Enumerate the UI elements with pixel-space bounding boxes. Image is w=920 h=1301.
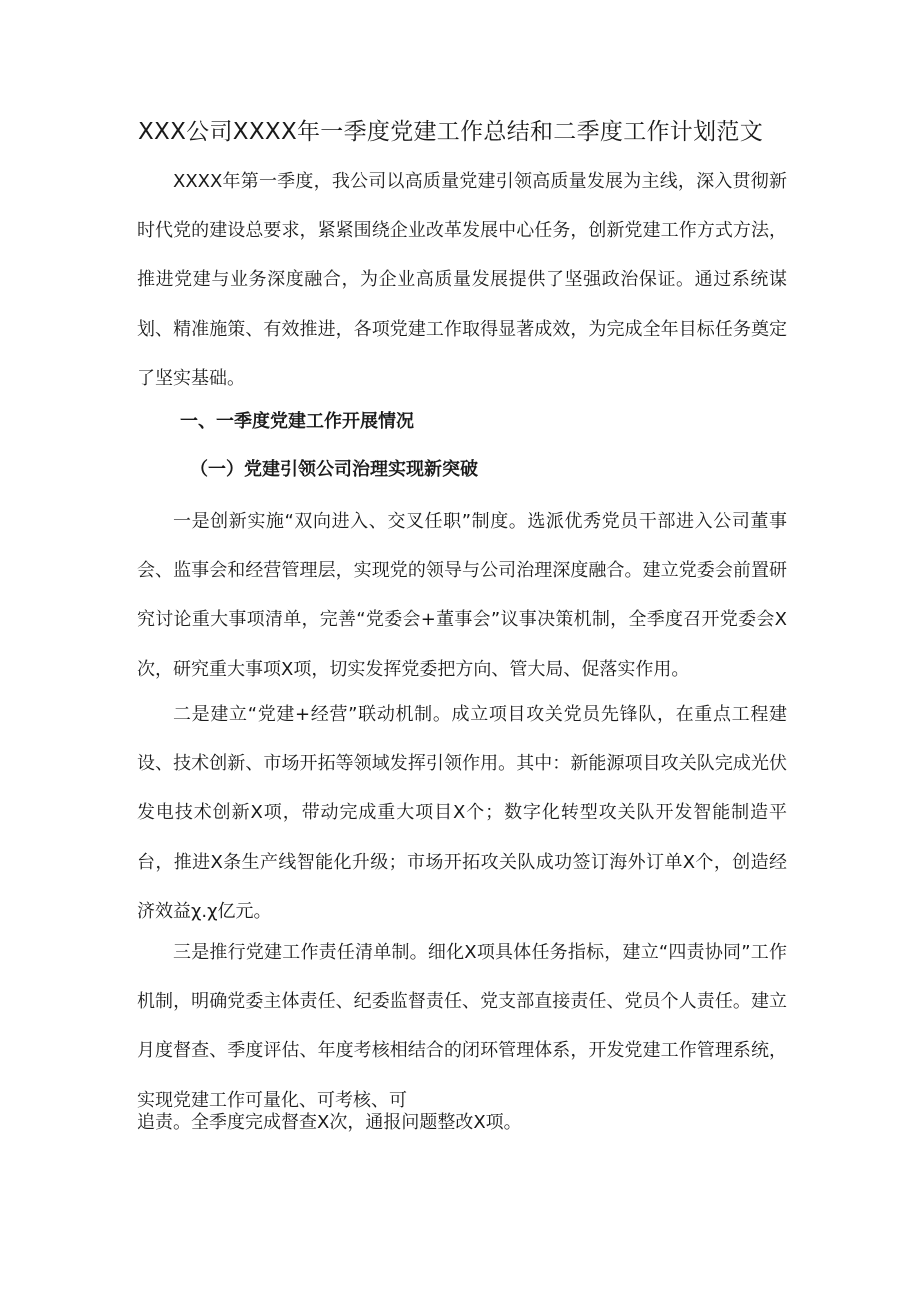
paragraph-two: 二是建立“党建+经营”联动机制。成立项目攻关党员先锋队，在重点工程建设、技术创新、市场开拓等领域发挥引领作用。其中：新能源项目攻关队完成光伏发电技术创新X项，带动完成重大项目X个；数字化转型攻关队开发智能制造平台，推进X条生产线智能化升级；市场开拓攻关队成功签订海外订单X个，创造经济效益χ.χ亿元。 [137, 704, 787, 922]
paragraph-one: 一是创新实施“双向进入、交叉任职”制度。选派优秀党员干部进入公司董事会、监事会和经营管理层，实现党的领导与公司治理深度融合。建立党委会前置研究讨论重大事项清单，完善“党委会+董事会”议事决策机制，全季度召开党委会X次，研究重大事项X项，切实发挥党委把方向、管大局、促落实作用。 [137, 511, 787, 680]
document-title: XXX公司XXXX年一季度党建工作总结和二季度工作计划范文 [138, 119, 763, 145]
paragraph-three-tail: 追责。全季度完成督查X次，通报问题整改X项。 [137, 1112, 522, 1133]
intro-paragraph: XXXX年第一季度，我公司以高质量党建引领高质量发展为主线，深入贯彻新时代党的建设总要求，紧紧围绕企业改革发展中心任务，创新党建工作方式方法，推进党建与业务深度融合，为企业高质量发展提供了坚强政治保证。通过系统谋划、精准施策、有效推进，各项党建工作取得显著成效，为完成全年目标任务奠定了坚实基础。 [137, 171, 787, 389]
section-heading: 一、一季度党建工作开展情况 [180, 411, 414, 432]
subsection-heading: （一）党建引领公司治理实现新突破 [190, 459, 478, 480]
paragraph-three: 三是推行党建工作责任清单制。细化X项具体任务指标，建立“四责协同”工作机制，明确党委主体责任、纪委监督责任、党支部直接责任、党员个人责任。建立月度督查、季度评估、年度考核相结合的闭环管理体系，开发党建工作管理系统，实现党建工作可量化、可考核、可 [137, 942, 787, 1111]
